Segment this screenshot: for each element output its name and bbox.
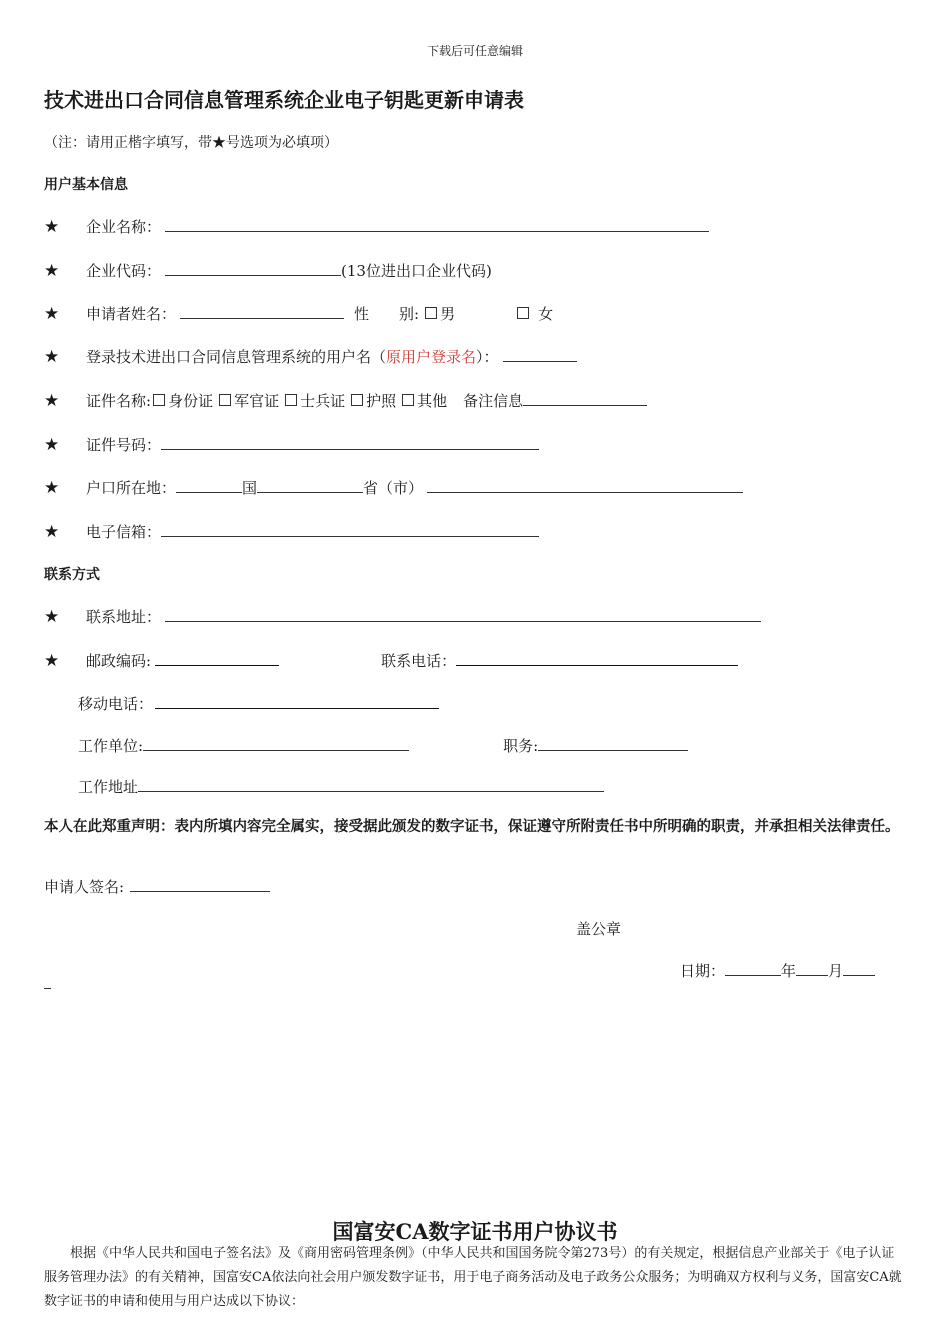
applicant-name-field[interactable] <box>180 304 344 319</box>
required-star-icon: ★ <box>44 347 60 367</box>
signature-label: 申请人签名: <box>44 878 125 896</box>
company-name-label: 企业名称： <box>86 218 162 236</box>
gender-male-label: 男 <box>440 305 456 323</box>
required-star-icon: ★ <box>44 435 60 455</box>
section-basic-info: 用户基本信息 <box>44 177 128 193</box>
address-label: 联系地址： <box>86 608 162 626</box>
required-star-icon: ★ <box>44 261 60 281</box>
date-year-field[interactable] <box>725 961 781 976</box>
cert-option-label: 身份证 <box>168 392 214 410</box>
work-unit-label: 工作单位: <box>78 737 144 755</box>
row-signature <box>44 876 274 897</box>
cert-officer-checkbox[interactable] <box>219 394 231 406</box>
position-field[interactable] <box>538 736 688 751</box>
date-label: 日期： <box>680 962 726 980</box>
gender-female-checkbox[interactable] <box>517 307 529 319</box>
date-month-field[interactable] <box>796 961 828 976</box>
work-address-field[interactable] <box>138 777 604 792</box>
year-label: 年 <box>781 962 797 980</box>
household-province-field[interactable] <box>257 478 363 493</box>
household-detail-field[interactable] <box>427 478 743 493</box>
original-login-name-note: 原用户登录名 <box>386 348 477 366</box>
cert-name-label: 证件名称: <box>86 392 152 410</box>
row-date <box>680 960 875 981</box>
required-star-icon: ★ <box>44 651 60 671</box>
cert-passport-checkbox[interactable] <box>351 394 363 406</box>
cert-option-label: 其他 <box>417 392 448 410</box>
signature-field[interactable] <box>130 877 270 892</box>
form-title: 技术进出口合同信息管理系统企业电子钥匙更新申请表 <box>44 88 524 112</box>
section-contact: 联系方式 <box>44 567 100 583</box>
cert-option-label: 士兵证 <box>300 392 346 410</box>
cert-option-label: 护照 <box>366 392 397 410</box>
household-label: 户口所在地： <box>86 479 177 497</box>
row-address <box>44 606 765 627</box>
cert-other-checkbox[interactable] <box>402 394 414 406</box>
row-company-name <box>44 216 713 237</box>
row-work-address <box>78 776 608 797</box>
agreement-title: 国富安CA数字证书用户协议书 <box>332 1219 618 1244</box>
company-code-hint: (13位进出口企业代码) <box>341 262 492 280</box>
email-field[interactable] <box>161 522 539 537</box>
download-note: 下载后可任意编辑 <box>426 44 523 58</box>
email-label: 电子信箱： <box>86 523 162 541</box>
required-star-icon: ★ <box>44 217 60 237</box>
gender-label: 性 别: <box>354 305 420 323</box>
mobile-field[interactable] <box>155 694 439 709</box>
required-star-icon: ★ <box>44 478 60 498</box>
row-company-code <box>44 260 492 281</box>
phone-label: 联系电话： <box>381 652 457 670</box>
row-mobile <box>78 693 443 714</box>
row-cert-type <box>44 390 651 411</box>
country-label: 国 <box>242 479 258 497</box>
date-day-field[interactable] <box>843 961 875 976</box>
row-work-unit <box>78 735 692 756</box>
month-label: 月 <box>828 962 844 980</box>
login-label-suffix: ）： <box>476 348 499 366</box>
work-unit-field[interactable] <box>143 736 409 751</box>
login-username-field[interactable] <box>503 347 577 362</box>
remark-field[interactable] <box>523 391 647 406</box>
stray-underline <box>44 988 51 989</box>
row-applicant-name <box>44 303 553 324</box>
login-label-prefix: 登录技术进出口合同信息管理系统的用户名（ <box>86 348 387 366</box>
declaration-text: 本人在此郑重声明：表内所填内容完全属实，接受据此颁发的数字证书，保证遵守所附责任书中所明确的职责，并承担相关法律责任。 <box>44 818 900 835</box>
cert-id-card-checkbox[interactable] <box>153 394 165 406</box>
cert-option-label: 军官证 <box>234 392 280 410</box>
gender-female-label: 女 <box>538 305 554 323</box>
applicant-name-label: 申请者姓名： <box>86 305 177 323</box>
row-cert-number <box>44 434 543 455</box>
row-household <box>44 477 747 498</box>
work-address-label: 工作地址 <box>78 778 139 796</box>
required-star-icon: ★ <box>44 607 60 627</box>
phone-field[interactable] <box>456 651 738 666</box>
required-star-icon: ★ <box>44 391 60 411</box>
required-star-icon: ★ <box>44 304 60 324</box>
company-code-label: 企业代码： <box>86 262 162 280</box>
row-postcode-phone <box>44 650 742 671</box>
cert-soldier-checkbox[interactable] <box>285 394 297 406</box>
remark-label: 备注信息 <box>463 392 524 410</box>
cert-number-field[interactable] <box>161 435 539 450</box>
required-star-icon: ★ <box>44 522 60 542</box>
mobile-label: 移动电话： <box>78 695 154 713</box>
household-country-field[interactable] <box>176 478 242 493</box>
postcode-field[interactable] <box>155 651 279 666</box>
agreement-paragraph: 根据《中华人民共和国电子签名法》及《商用密码管理条例》（中华人民共和国国务院令第273号）的有关规定，根据信息产业部关于《电子认证服务管理办法》的有关精神，国富安CA依法向社会用户颁发数字证书，用于电子商务活动及电子政务公众服务；为明确双方权利与义务，国富安CA就数字证书的申请和使用与用户达成以下协议： <box>44 1246 902 1309</box>
row-email <box>44 521 543 542</box>
company-stamp-label: 盖公章 <box>576 920 622 938</box>
position-label: 职务: <box>503 737 539 755</box>
row-login-username <box>44 346 581 367</box>
company-code-field[interactable] <box>165 261 341 276</box>
fill-instructions: （注：请用正楷字填写，带★号选项为必填项） <box>44 135 338 151</box>
gender-male-checkbox[interactable] <box>425 307 437 319</box>
province-label: 省（市） <box>363 479 424 497</box>
company-name-field[interactable] <box>165 217 709 232</box>
address-field[interactable] <box>165 607 761 622</box>
cert-number-label: 证件号码： <box>86 436 162 454</box>
postcode-label: 邮政编码: <box>86 652 152 670</box>
